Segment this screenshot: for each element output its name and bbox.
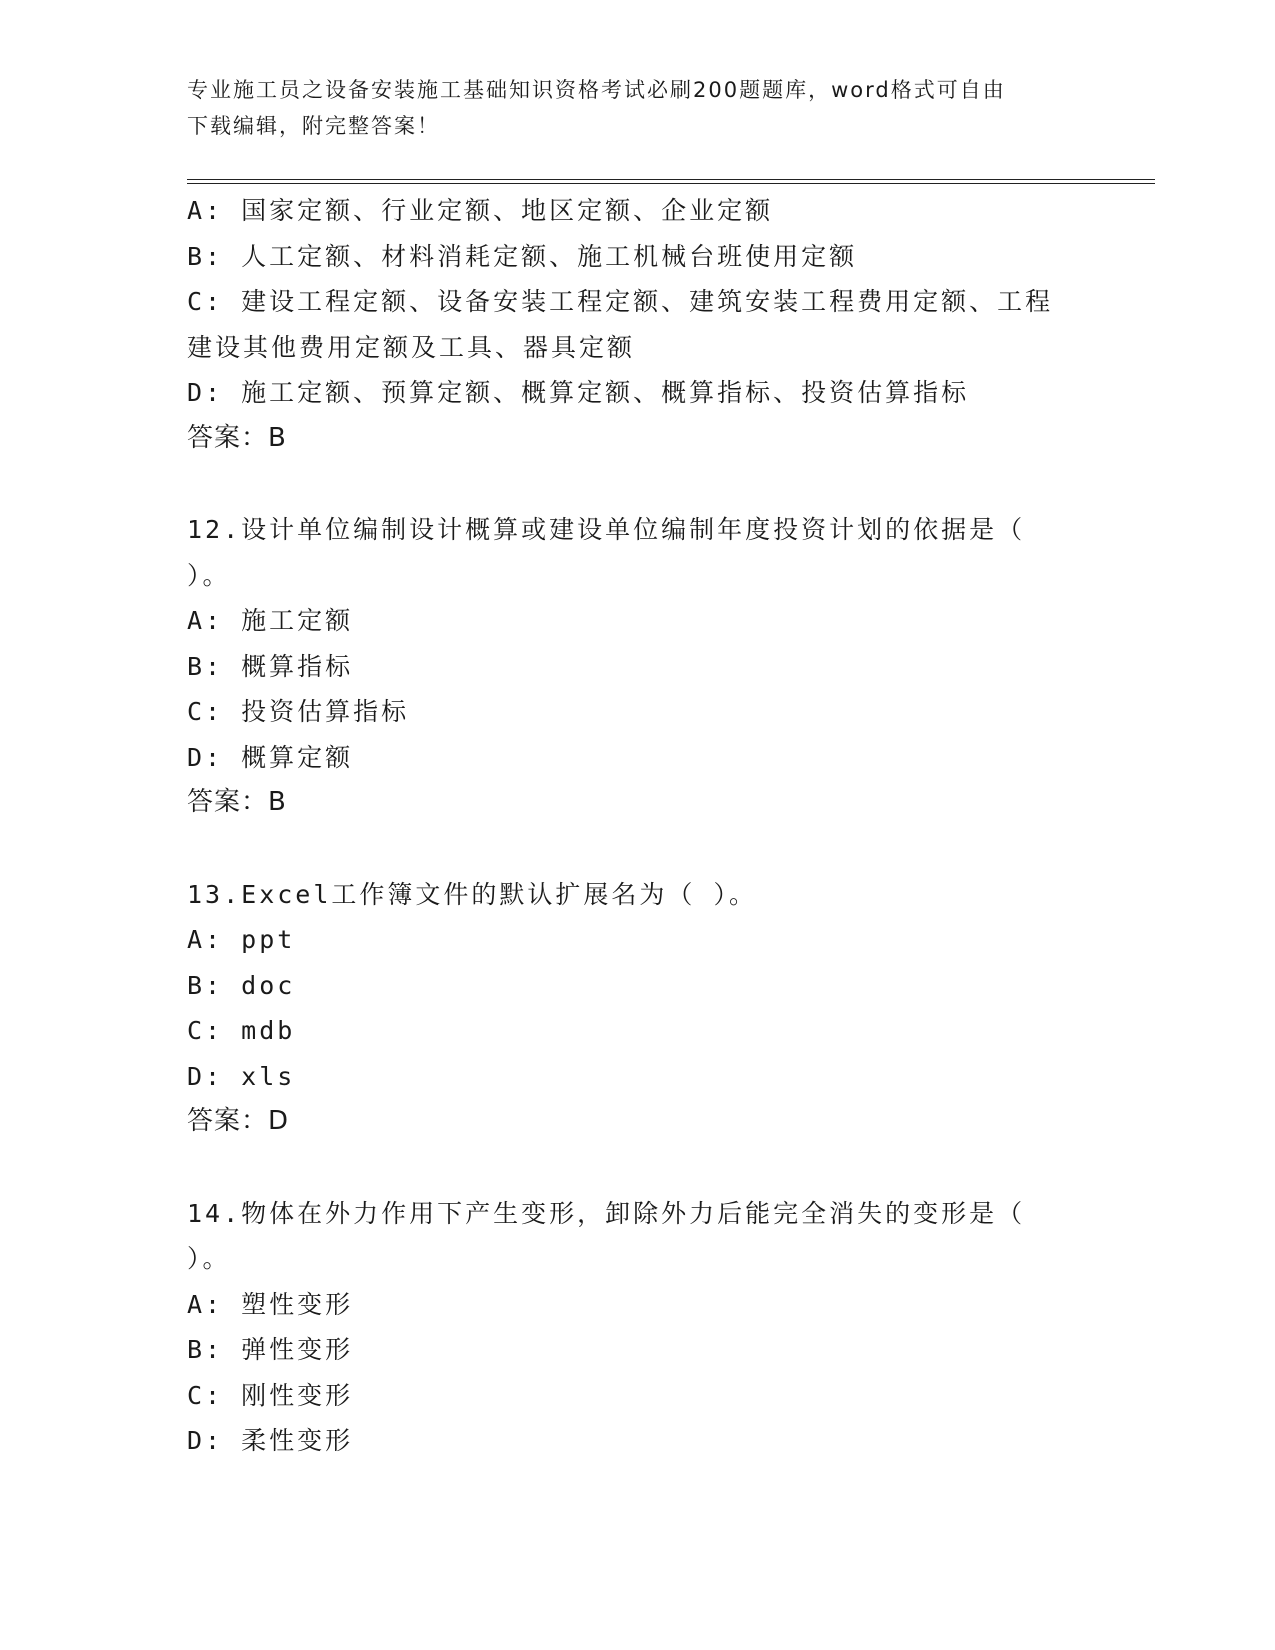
document-header <box>187 72 1067 144</box>
option-d: D: 柔性变形 <box>187 1426 354 1455</box>
option-d: D: 施工定额、预算定额、概算定额、概算指标、投资估算指标 <box>187 378 970 407</box>
question-stem: 13.Excel工作簿文件的默认扩展名为（ ）。 <box>187 879 757 909</box>
header-divider-bottom <box>187 183 1155 184</box>
question-list <box>187 188 1087 1464</box>
header-divider-top <box>187 179 1155 180</box>
question-stem-continued: ）。 <box>187 1244 231 1273</box>
option-c: C: 投资估算指标 <box>187 697 410 726</box>
header-line-1: 专业施工员之设备安装施工基础知识资格考试必刷200题题库，word格式可自由 <box>187 78 1006 102</box>
option-b: B: 概算指标 <box>187 651 354 681</box>
option-a: A: 塑性变形 <box>187 1289 354 1319</box>
spacer <box>187 461 1087 507</box>
option-a: A: ppt <box>187 925 296 954</box>
question-stem: 14.物体在外力作用下产生变形，卸除外力后能完全消失的变形是（ <box>187 1198 1026 1228</box>
option-b: B: 人工定额、材料消耗定额、施工机械台班使用定额 <box>187 241 858 271</box>
option-c: C: mdb <box>187 1016 296 1045</box>
header-line-2: 下载编辑，附完整答案！ <box>187 114 440 138</box>
question-14 <box>187 1191 1087 1464</box>
option-a: A: 施工定额 <box>187 606 354 635</box>
option-d: D: xls <box>187 1061 296 1091</box>
question-12 <box>187 507 1087 826</box>
answer: 答案：D <box>187 1106 290 1136</box>
option-c: C: 建设工程定额、设备安装工程定额、建筑安装工程费用定额、工程 <box>187 287 1054 316</box>
option-c-continued: 建设其他费用定额及工具、器具定额 <box>187 332 636 362</box>
option-d: D: 概算定额 <box>187 742 354 772</box>
option-b: B: doc <box>187 970 296 1000</box>
option-b: B: 弹性变形 <box>187 1335 354 1364</box>
option-c: C: 刚性变形 <box>187 1380 354 1410</box>
question-13 <box>187 872 1087 1145</box>
option-a: A: 国家定额、行业定额、地区定额、企业定额 <box>187 196 774 225</box>
question-stem-continued: ）。 <box>187 560 231 590</box>
spacer <box>187 1145 1087 1191</box>
question-11-fragment <box>187 188 1087 461</box>
answer: 答案：B <box>187 422 287 453</box>
spacer <box>187 826 1087 872</box>
answer: 答案：B <box>187 787 287 817</box>
question-stem: 12.设计单位编制设计概算或建设单位编制年度投资计划的依据是（ <box>187 515 1026 544</box>
